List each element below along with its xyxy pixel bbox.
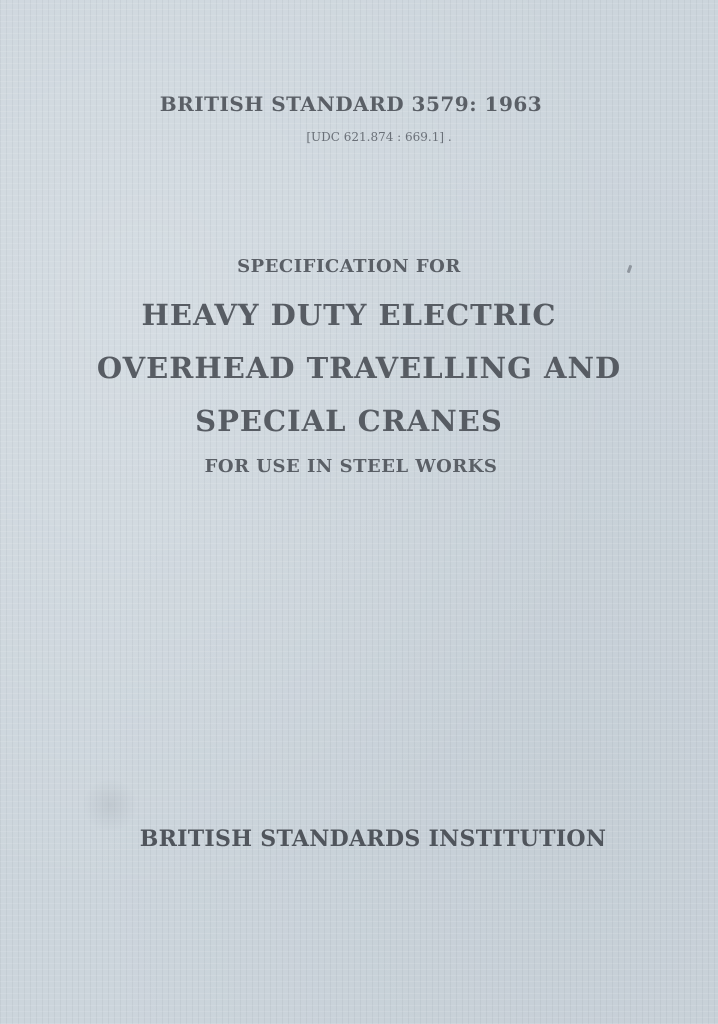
title-line-2: OVERHEAD TRAVELLING AND xyxy=(96,351,622,385)
udc-classification: [UDC 621.874 : 669.1] . xyxy=(306,130,452,144)
title-line-3: SPECIAL CRANES xyxy=(195,404,503,438)
standard-number: BRITISH STANDARD 3579: 1963 xyxy=(159,92,543,116)
specification-for-label: SPECIFICATION FOR xyxy=(237,256,461,277)
publisher-name: BRITISH STANDARDS INSTITUTION xyxy=(139,826,607,852)
paper-smudge xyxy=(80,780,140,830)
subtitle: FOR USE IN STEEL WORKS xyxy=(204,456,498,477)
title-line-1: HEAVY DUTY ELECTRIC xyxy=(141,298,557,332)
